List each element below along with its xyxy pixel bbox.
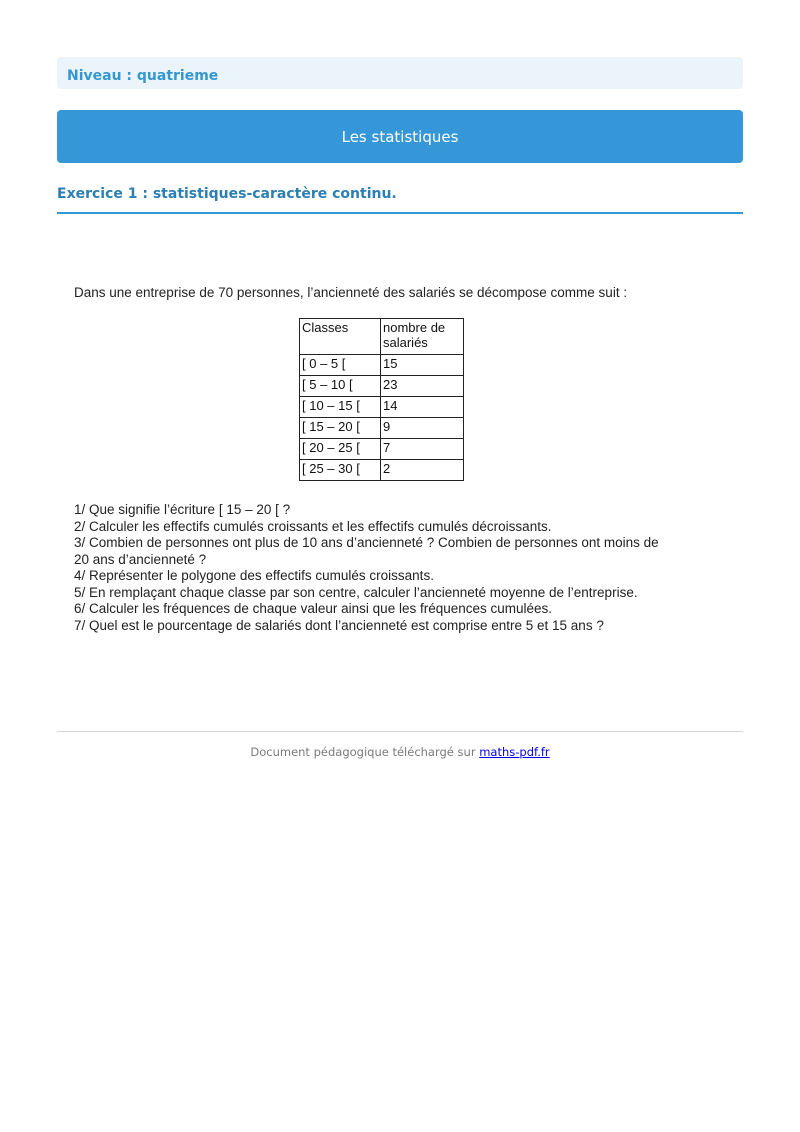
- table-cell-count: 9: [381, 418, 464, 439]
- level-label: Niveau : quatrieme: [67, 68, 219, 84]
- table-cell-class: [ 5 – 10 [: [300, 376, 381, 397]
- table-row: [300, 376, 464, 397]
- table-cell-class: [ 15 – 20 [: [300, 418, 381, 439]
- table-header-row: [300, 319, 464, 355]
- footer-divider: [57, 731, 743, 732]
- question-6: 6/ Calculer les fréquences de chaque valeur ainsi que les fréquences cumulées.: [74, 601, 553, 616]
- table-row: [300, 397, 464, 418]
- question-5: 5/ En remplaçant chaque classe par son centre, calculer l’ancienneté moyenne de l’entreprise.: [74, 584, 638, 600]
- table-header-count: nombre de salariés: [381, 319, 464, 355]
- title-banner: [57, 110, 743, 163]
- question-7: 7/ Quel est le pourcentage de salariés dont l’ancienneté est comprise entre 5 et 15 ans ?: [74, 617, 604, 633]
- footer-link[interactable]: maths-pdf.fr: [479, 745, 550, 759]
- table-cell-count: 2: [381, 460, 464, 481]
- exercise-intro: Dans une entreprise de 70 personnes, l’ancienneté des salariés se décompose comme suit :: [74, 285, 628, 300]
- title-divider: [57, 212, 743, 214]
- table-cell-count: 14: [381, 397, 464, 418]
- table-row: [300, 460, 464, 481]
- table-header-classes: Classes: [300, 319, 381, 355]
- table-cell-count: 23: [381, 376, 464, 397]
- table-row: [300, 355, 464, 376]
- banner-title: Les statistiques: [341, 127, 459, 146]
- table-row: [300, 418, 464, 439]
- table-cell-class: [ 20 – 25 [: [300, 439, 381, 460]
- question-2: 2/ Calculer les effectifs cumulés croissants et les effectifs cumulés décroissants.: [74, 518, 552, 534]
- table-cell-count: 15: [381, 355, 464, 376]
- footer: [0, 745, 800, 759]
- table-cell-count: 7: [381, 439, 464, 460]
- seniority-table: [299, 318, 464, 481]
- level-box: [57, 57, 743, 89]
- question-4: 4/ Représenter le polygone des effectifs cumulés croissants.: [74, 568, 434, 583]
- table-cell-class: [ 25 – 30 [: [300, 460, 381, 481]
- question-1: 1/ Que signifie l’écriture [ 15 – 20 [ ?: [74, 502, 291, 517]
- table-row: [300, 439, 464, 460]
- question-3: 3/ Combien de personnes ont plus de 10 ans d’ancienneté ? Combien de personnes ont moins de 20 ans d’ancienneté ?: [74, 535, 659, 567]
- table-cell-class: [ 10 – 15 [: [300, 397, 381, 418]
- table-cell-class: [ 0 – 5 [: [300, 355, 381, 376]
- footer-text: Document pédagogique téléchargé sur: [250, 745, 476, 759]
- question-list: [74, 502, 674, 634]
- exercise-title: Exercice 1 : statistiques-caractère continu.: [57, 186, 397, 202]
